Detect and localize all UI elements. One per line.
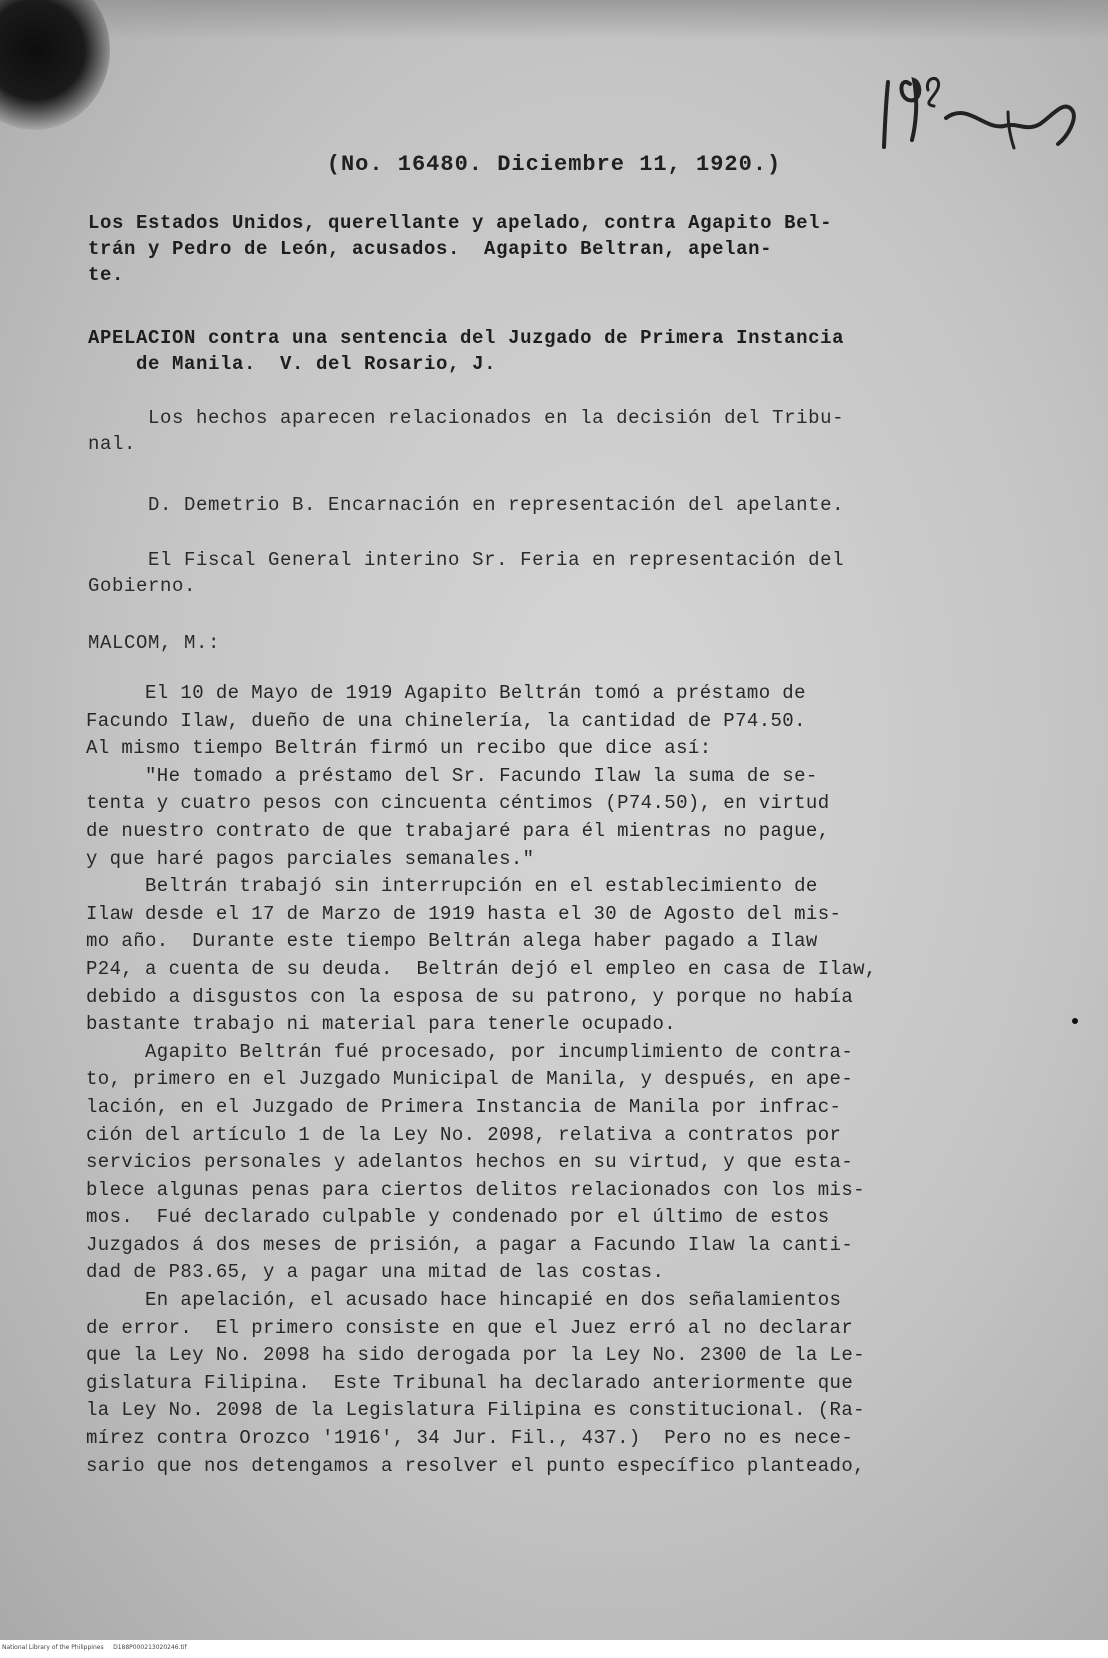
scan-top-shading bbox=[0, 0, 1108, 40]
appeal-line: APELACION contra una sentencia del Juzgado de Primera Instancia de Manila. V. del Rosario, J. bbox=[88, 327, 845, 375]
case-heading: (No. 16480. Diciembre 11, 1920.) bbox=[326, 152, 782, 177]
opinion-body: El 10 de Mayo de 1919 Agapito Beltrán tomó a préstamo de Facundo Ilaw, dueño de una chinelería, la cantidad de P74.50. Al mismo tiempo Beltrán firmó un recibo que dice así: "He tomado a préstamo del Sr. Facundo Ilaw la suma de se- tenta y cuatro pesos con cincuenta céntimos (P74.50), en virtud de nuestro contrato de que trabajaré para él mientras no pague, y que haré pagos parciales semanales." Beltrán trabajó sin interrupción en el establecimiento de Ilaw desde el 17 de Marzo de 1919 hasta el 30 de Agosto del mis- mo año. Durante este tiempo Beltrán alega haber pagado a Ilaw P24, a cuenta de su deuda. Beltrán dejó el empleo en casa de Ilaw, debido a disgustos con la esposa de su patrono, y porque no había bastante trabajo ni material para tenerle ocupado. Agapito Beltrán fué procesado, por incumplimiento de contra- to, primero en el Juzgado Municipal de Manila, y después, en ape- lación, en el Juzgado de Primera Instancia de Manila por infrac- ción del artículo 1 de la Ley No. 2098, relativa a contratos por servicios personales y adelantos hechos en su virtud, y que esta- blece algunas penas para ciertos delitos relacionados con los mis- mos. Fué declarado culpable y condenado por el último de estos Juzgados á dos meses de prisión, a pagar a Facundo Ilaw la canti- dad de P83.65, y a pagar una mitad de las costas. En apelación, el acusado hace hincapié en dos señalamientos de error. El primero consiste en que el Juez erró al no declarar que la Ley No. 2098 ha sido derogada por la Ley No. 2300 de la Le- gislatura Filipina. Este Tribunal ha declarado anteriormente que la Ley No. 2098 de la Legislatura Filipina es constitucional. (Ra- mírez contra Orozco '1916', 34 Jur. Fil., 437.) Pero no es nece- sario que nos detengamos a resolver el punto específico planteado, bbox=[86, 682, 877, 1477]
facts-note: Los hechos aparecen relacionados en la decisión del Tribu- nal. bbox=[88, 407, 845, 455]
footer-source-label: National Library of the Philippines D188P000213020246.tif bbox=[2, 1644, 187, 1651]
counsel-appellant: D. Demetrio B. Encarnación en representación del apelante. bbox=[88, 494, 845, 516]
handwritten-annotation-icon bbox=[858, 52, 1088, 162]
ink-speck bbox=[1072, 1018, 1078, 1024]
case-parties: Los Estados Unidos, querellante y apelado, contra Agapito Bel- trán y Pedro de León, acusados. Agapito Beltran, apelan- te. bbox=[88, 212, 833, 286]
justice-name: MALCOM, M.: bbox=[88, 632, 221, 654]
scan-corner-shadow bbox=[0, 0, 110, 130]
counsel-government: El Fiscal General interino Sr. Feria en representación del Gobierno. bbox=[88, 549, 845, 597]
